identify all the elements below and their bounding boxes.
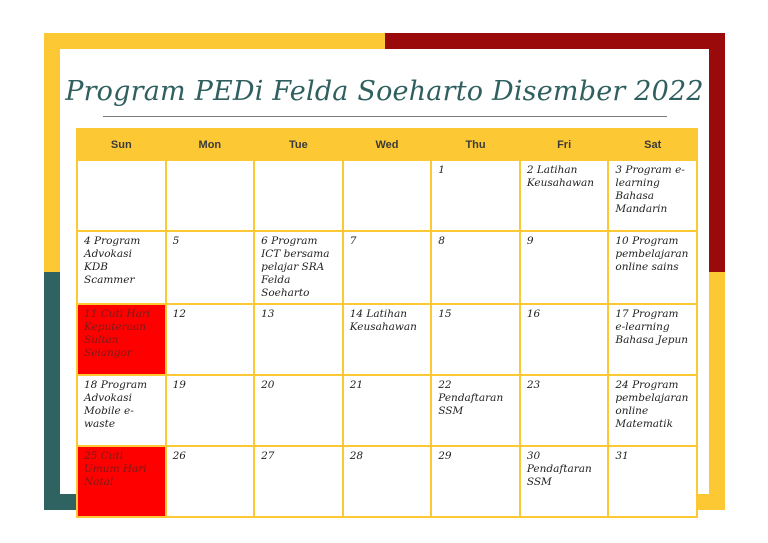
day-cell: 6 Program ICT bersama pelajar SRA Felda Soeharto xyxy=(254,231,343,304)
day-cell: 19 xyxy=(166,375,255,446)
day-cell xyxy=(254,160,343,231)
day-header-thu: Thu xyxy=(431,129,520,160)
day-header-sat: Sat xyxy=(608,129,697,160)
day-header-sun: Sun xyxy=(77,129,166,160)
day-header-tue: Tue xyxy=(254,129,343,160)
day-header-mon: Mon xyxy=(166,129,255,160)
day-cell: 14 Latihan Keusahawan xyxy=(343,304,432,375)
day-cell: 7 xyxy=(343,231,432,304)
page-title: Program PEDi Felda Soeharto Disember 2022 xyxy=(65,76,704,107)
day-cell: 21 xyxy=(343,375,432,446)
day-cell: 4 Program Advokasi KDB Scammer xyxy=(77,231,166,304)
day-cell: 17 Program e-learning Bahasa Jepun xyxy=(608,304,697,375)
frame-bar-left-yellow xyxy=(44,33,60,272)
day-cell xyxy=(166,160,255,231)
day-cell: 12 xyxy=(166,304,255,375)
calendar-header-row xyxy=(77,129,697,160)
day-cell: 28 xyxy=(343,446,432,517)
week-row-4 xyxy=(77,375,697,446)
day-cell: 23 xyxy=(520,375,609,446)
frame-bar-top-yellow xyxy=(44,33,385,49)
day-cell: 13 xyxy=(254,304,343,375)
frame-bar-right-yellow xyxy=(709,272,725,510)
frame-bar-left-teal xyxy=(44,272,60,510)
day-cell: 18 Program Advokasi Mobile e-waste xyxy=(77,375,166,446)
holiday-cell: 11 Cuti Hari Keputeraan Sultan Selangor xyxy=(77,304,166,375)
day-cell: 30 Pendaftaran SSM xyxy=(520,446,609,517)
frame-bar-right-red xyxy=(709,33,725,272)
day-cell xyxy=(343,160,432,231)
holiday-cell: 25 Cuti Umum Hari Natal xyxy=(77,446,166,517)
day-cell: 24 Program pembelajaran online Matematik xyxy=(608,375,697,446)
title-underline xyxy=(103,116,667,117)
day-cell: 31 xyxy=(608,446,697,517)
day-cell: 29 xyxy=(431,446,520,517)
frame-bar-top-red xyxy=(385,33,725,49)
day-header-fri: Fri xyxy=(520,129,609,160)
week-row-5 xyxy=(77,446,697,517)
week-row-2 xyxy=(77,231,697,304)
day-cell: 9 xyxy=(520,231,609,304)
day-cell: 27 xyxy=(254,446,343,517)
day-cell: 5 xyxy=(166,231,255,304)
week-row-1 xyxy=(77,160,697,231)
day-cell: 22 Pendaftaran SSM xyxy=(431,375,520,446)
calendar-table xyxy=(76,128,698,518)
day-cell: 2 Latihan Keusahawan xyxy=(520,160,609,231)
day-cell: 15 xyxy=(431,304,520,375)
day-header-wed: Wed xyxy=(343,129,432,160)
day-cell: 1 xyxy=(431,160,520,231)
day-cell xyxy=(77,160,166,231)
day-cell: 3 Program e-learning Bahasa Mandarin xyxy=(608,160,697,231)
day-cell: 10 Program pembelajaran online sains xyxy=(608,231,697,304)
day-cell: 8 xyxy=(431,231,520,304)
day-cell: 20 xyxy=(254,375,343,446)
week-row-3 xyxy=(77,304,697,375)
day-cell: 26 xyxy=(166,446,255,517)
day-cell: 16 xyxy=(520,304,609,375)
